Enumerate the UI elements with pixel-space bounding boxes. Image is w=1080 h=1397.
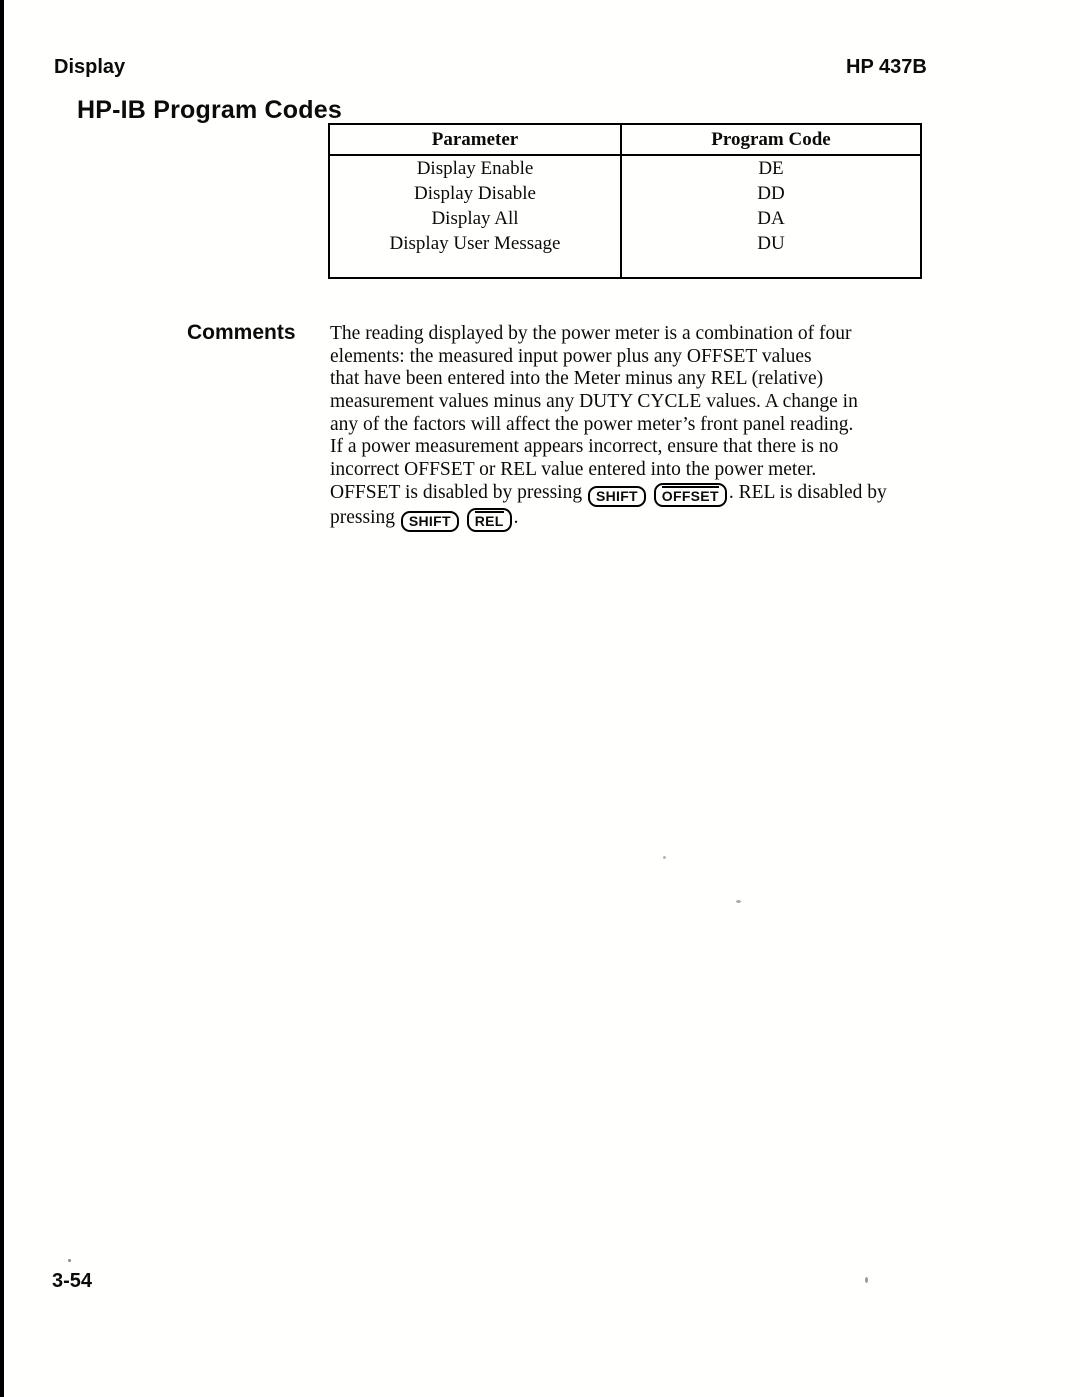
- table-row: [329, 155, 921, 181]
- text-line: [330, 459, 930, 482]
- table-cell: Display User Message: [389, 232, 561, 254]
- text-run: . REL is disabled by: [728, 481, 887, 503]
- scan-edge-bar: [0, 0, 4, 1397]
- table-cell: [621, 256, 921, 278]
- comments-label: Comments: [187, 321, 296, 344]
- text-run: The reading displayed by the power meter is a combination of four: [330, 323, 852, 344]
- table-cell: DU: [621, 231, 921, 256]
- text-run: .: [513, 506, 519, 528]
- scan-speck: [736, 900, 741, 903]
- keycap-offset: [654, 483, 727, 507]
- scan-speck: [68, 1259, 71, 1262]
- text-line: [330, 414, 930, 437]
- text-run: elements: the measured input power plus any OFFSET values: [330, 345, 812, 367]
- keycap-shift: [401, 511, 459, 532]
- column-header-program-code: Program Code: [621, 124, 921, 155]
- table-cell: Display All: [431, 207, 519, 229]
- table-row: [329, 206, 921, 231]
- keycap-label: OFFSET: [661, 487, 719, 504]
- text-line: [330, 391, 930, 414]
- text-line: [330, 323, 930, 346]
- table-cell: [329, 256, 621, 278]
- table-header-row: [329, 124, 921, 155]
- table-cell: DA: [621, 206, 921, 231]
- keycap-label: REL: [474, 512, 504, 529]
- text-run: If a power measurement appears incorrect, ensure that there is no: [330, 436, 839, 458]
- scan-speck: [663, 856, 666, 859]
- text-run: pressing: [330, 506, 400, 528]
- text-line: [330, 436, 930, 459]
- text-run: [648, 482, 653, 503]
- running-header-right: HP 437B: [846, 56, 927, 78]
- table-spacer-row: [329, 256, 921, 278]
- text-line: [330, 482, 930, 507]
- keycap-shift: [588, 486, 646, 507]
- table-cell: DD: [621, 181, 921, 206]
- text-run: OFFSET is disabled by pressing: [330, 481, 587, 503]
- text-run: incorrect OFFSET or REL value entered into the power meter.: [330, 458, 817, 480]
- scan-speck: [865, 1277, 868, 1283]
- text-run: that have been entered into the Meter minus any REL (relative): [330, 368, 824, 390]
- table-row: [329, 181, 921, 206]
- text-run: [461, 507, 466, 528]
- text-run: any of the factors will affect the power meter’s front panel reading.: [330, 413, 854, 435]
- running-header-left: Display: [54, 56, 126, 78]
- table-cell: DE: [621, 155, 921, 181]
- keycap-rel: [467, 508, 512, 532]
- keycap-label: SHIFT: [408, 512, 451, 529]
- text-line: [330, 346, 930, 369]
- column-header-parameter: Parameter: [329, 124, 621, 155]
- program-codes-tbody: [329, 155, 921, 278]
- table-cell: Display Disable: [414, 182, 536, 204]
- page-number: 3-54: [52, 1270, 93, 1292]
- program-codes-table: [328, 123, 922, 279]
- text-line: [330, 507, 930, 532]
- table-row: [329, 231, 921, 256]
- text-line: [330, 368, 930, 391]
- section-title: HP-IB Program Codes: [77, 96, 342, 124]
- table-cell: Display Enable: [416, 157, 534, 179]
- keycap-label: SHIFT: [595, 487, 638, 504]
- comments-paragraph: [330, 323, 930, 532]
- text-run: measurement values minus any DUTY CYCLE values. A change in: [330, 390, 858, 412]
